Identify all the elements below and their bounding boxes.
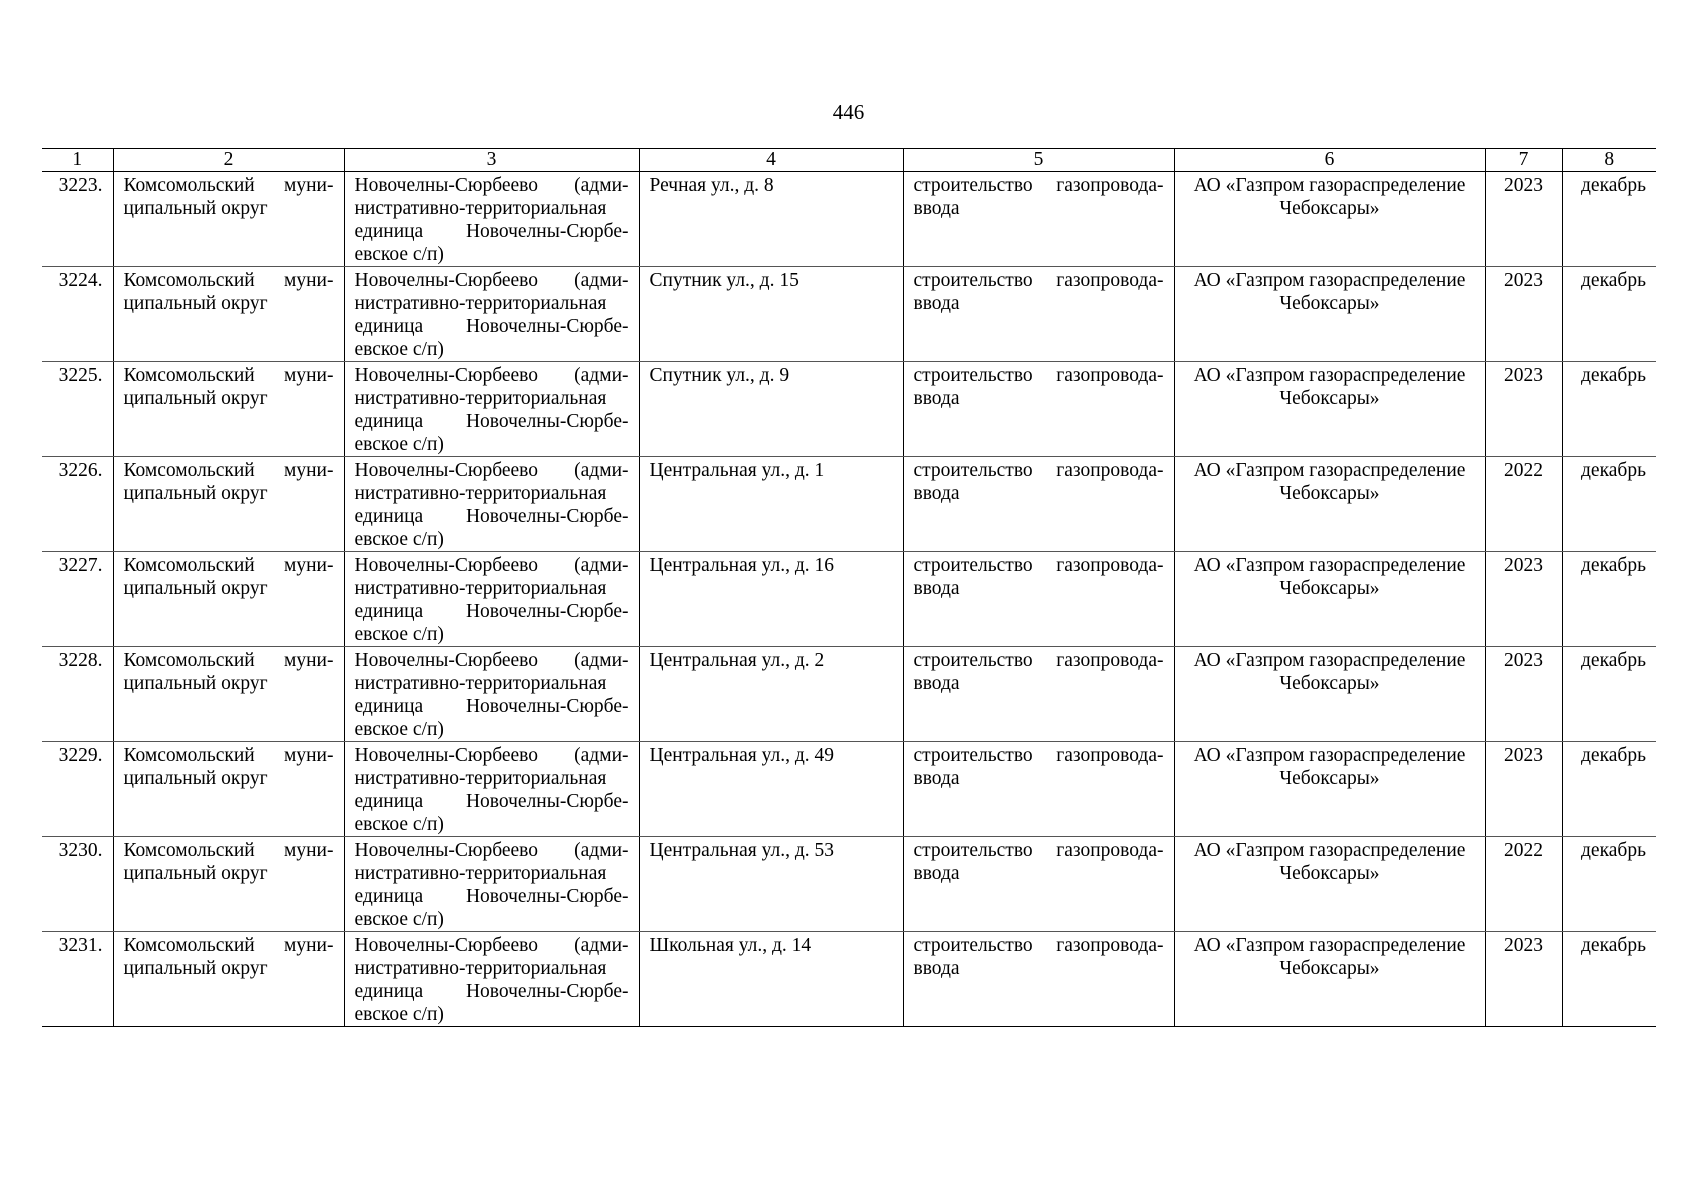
- row-number: 3231.: [42, 932, 113, 1027]
- row-number: 3225.: [42, 362, 113, 457]
- contractor-cell: АО «Газпром газораспределение Чебоксары»: [1174, 552, 1485, 647]
- table-row: [42, 837, 1656, 932]
- year-cell: 2023: [1485, 172, 1562, 267]
- row-number: 3223.: [42, 172, 113, 267]
- column-header: 6: [1174, 149, 1485, 172]
- row-number: 3224.: [42, 267, 113, 362]
- municipal-district-cell: Комсомольский муниципальный округ: [113, 932, 344, 1027]
- work-type-cell: строительство газопровода-ввода: [903, 742, 1174, 837]
- address-cell: Центральная ул., д. 2: [639, 647, 903, 742]
- work-type-cell: строительство газопровода-ввода: [903, 172, 1174, 267]
- column-header: 2: [113, 149, 344, 172]
- contractor-cell: АО «Газпром газораспределение Чебоксары»: [1174, 647, 1485, 742]
- contractor-cell: АО «Газпром газораспределение Чебоксары»: [1174, 837, 1485, 932]
- settlement-cell: Новочелны-Сюрбеево (административно-территориальная единица Новочелны-Сюрбеевское с/п): [344, 457, 639, 552]
- column-header: 4: [639, 149, 903, 172]
- settlement-cell: Новочелны-Сюрбеево (административно-территориальная единица Новочелны-Сюрбеевское с/п): [344, 837, 639, 932]
- table-row: [42, 552, 1656, 647]
- contractor-cell: АО «Газпром газораспределение Чебоксары»: [1174, 362, 1485, 457]
- year-cell: 2023: [1485, 267, 1562, 362]
- column-header: 3: [344, 149, 639, 172]
- year-cell: 2022: [1485, 457, 1562, 552]
- municipal-district-cell: Комсомольский муниципальный округ: [113, 267, 344, 362]
- settlement-cell: Новочелны-Сюрбеево (административно-территориальная единица Новочелны-Сюрбеевское с/п): [344, 552, 639, 647]
- municipal-district-cell: Комсомольский муниципальный округ: [113, 457, 344, 552]
- address-cell: Спутник ул., д. 15: [639, 267, 903, 362]
- contractor-cell: АО «Газпром газораспределение Чебоксары»: [1174, 172, 1485, 267]
- year-cell: 2023: [1485, 742, 1562, 837]
- address-cell: Центральная ул., д. 53: [639, 837, 903, 932]
- row-number: 3227.: [42, 552, 113, 647]
- settlement-cell: Новочелны-Сюрбеево (административно-территориальная единица Новочелны-Сюрбеевское с/п): [344, 742, 639, 837]
- municipal-district-cell: Комсомольский муниципальный округ: [113, 837, 344, 932]
- year-cell: 2023: [1485, 932, 1562, 1027]
- table-body: [42, 172, 1656, 1027]
- work-type-cell: строительство газопровода-ввода: [903, 647, 1174, 742]
- column-header: 8: [1562, 149, 1656, 172]
- month-cell: декабрь: [1562, 552, 1656, 647]
- month-cell: декабрь: [1562, 267, 1656, 362]
- year-cell: 2023: [1485, 647, 1562, 742]
- row-number: 3229.: [42, 742, 113, 837]
- column-header: 7: [1485, 149, 1562, 172]
- month-cell: декабрь: [1562, 647, 1656, 742]
- month-cell: декабрь: [1562, 457, 1656, 552]
- table-row: [42, 362, 1656, 457]
- gas-pipeline-registry-table: [42, 148, 1656, 1027]
- table-row: [42, 457, 1656, 552]
- contractor-cell: АО «Газпром газораспределение Чебоксары»: [1174, 267, 1485, 362]
- table-row: [42, 647, 1656, 742]
- month-cell: декабрь: [1562, 362, 1656, 457]
- settlement-cell: Новочелны-Сюрбеево (административно-территориальная единица Новочелны-Сюрбеевское с/п): [344, 932, 639, 1027]
- page-number: 446: [832, 100, 865, 124]
- municipal-district-cell: Комсомольский муниципальный округ: [113, 362, 344, 457]
- column-number-row: [42, 149, 1656, 172]
- month-cell: декабрь: [1562, 837, 1656, 932]
- address-cell: Речная ул., д. 8: [639, 172, 903, 267]
- row-number: 3230.: [42, 837, 113, 932]
- address-cell: Центральная ул., д. 49: [639, 742, 903, 837]
- work-type-cell: строительство газопровода-ввода: [903, 932, 1174, 1027]
- work-type-cell: строительство газопровода-ввода: [903, 552, 1174, 647]
- address-cell: Спутник ул., д. 9: [639, 362, 903, 457]
- work-type-cell: строительство газопровода-ввода: [903, 837, 1174, 932]
- month-cell: декабрь: [1562, 742, 1656, 837]
- contractor-cell: АО «Газпром газораспределение Чебоксары»: [1174, 457, 1485, 552]
- row-number: 3228.: [42, 647, 113, 742]
- year-cell: 2022: [1485, 837, 1562, 932]
- municipal-district-cell: Комсомольский муниципальный округ: [113, 552, 344, 647]
- month-cell: декабрь: [1562, 932, 1656, 1027]
- address-cell: Центральная ул., д. 16: [639, 552, 903, 647]
- table-row: [42, 932, 1656, 1027]
- contractor-cell: АО «Газпром газораспределение Чебоксары»: [1174, 932, 1485, 1027]
- municipal-district-cell: Комсомольский муниципальный округ: [113, 172, 344, 267]
- municipal-district-cell: Комсомольский муниципальный округ: [113, 742, 344, 837]
- settlement-cell: Новочелны-Сюрбеево (административно-территориальная единица Новочелны-Сюрбеевское с/п): [344, 267, 639, 362]
- row-number: 3226.: [42, 457, 113, 552]
- month-cell: декабрь: [1562, 172, 1656, 267]
- year-cell: 2023: [1485, 362, 1562, 457]
- column-header: 1: [42, 149, 113, 172]
- year-cell: 2023: [1485, 552, 1562, 647]
- table-row: [42, 742, 1656, 837]
- work-type-cell: строительство газопровода-ввода: [903, 267, 1174, 362]
- table-row: [42, 267, 1656, 362]
- contractor-cell: АО «Газпром газораспределение Чебоксары»: [1174, 742, 1485, 837]
- settlement-cell: Новочелны-Сюрбеево (административно-территориальная единица Новочелны-Сюрбеевское с/п): [344, 172, 639, 267]
- column-header: 5: [903, 149, 1174, 172]
- address-cell: Школьная ул., д. 14: [639, 932, 903, 1027]
- settlement-cell: Новочелны-Сюрбеево (административно-территориальная единица Новочелны-Сюрбеевское с/п): [344, 647, 639, 742]
- address-cell: Центральная ул., д. 1: [639, 457, 903, 552]
- municipal-district-cell: Комсомольский муниципальный округ: [113, 647, 344, 742]
- work-type-cell: строительство газопровода-ввода: [903, 457, 1174, 552]
- work-type-cell: строительство газопровода-ввода: [903, 362, 1174, 457]
- table-row: [42, 172, 1656, 267]
- settlement-cell: Новочелны-Сюрбеево (административно-территориальная единица Новочелны-Сюрбеевское с/п): [344, 362, 639, 457]
